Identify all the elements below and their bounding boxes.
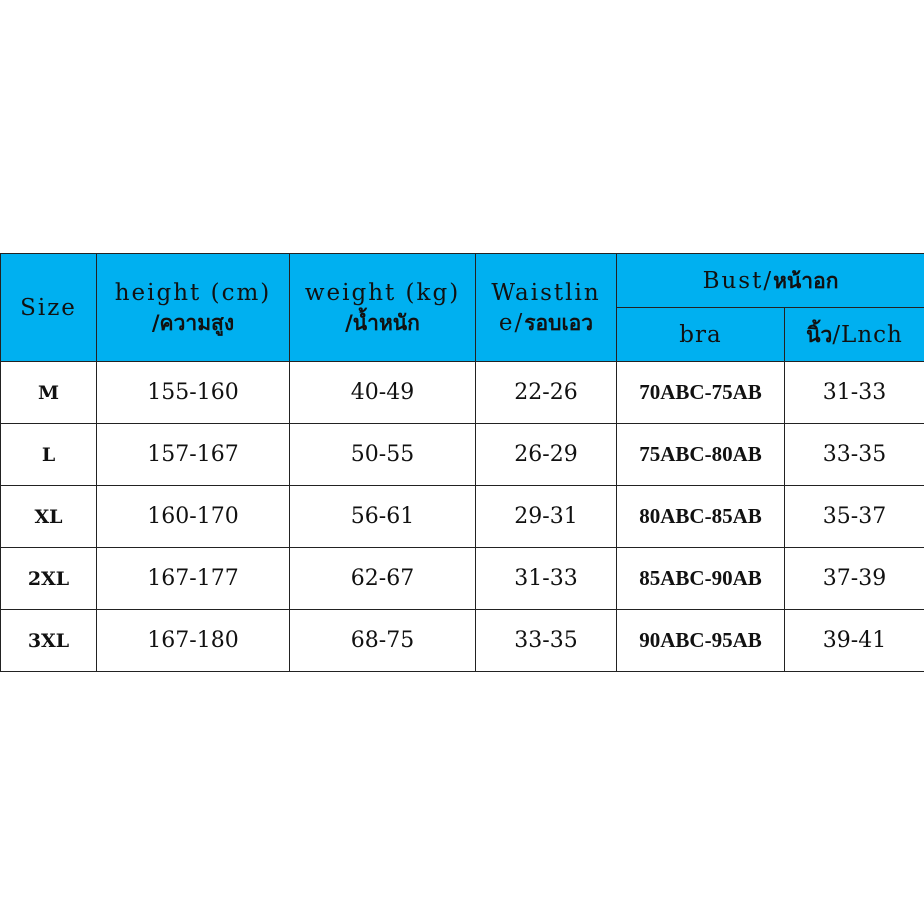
table-row bbox=[1, 610, 924, 672]
bra-cell: 70ABC-75AB bbox=[617, 362, 785, 424]
header-height bbox=[97, 254, 290, 362]
header-waist-th: รอบเอว bbox=[524, 310, 594, 335]
height-cell: 155-160 bbox=[97, 362, 290, 424]
header-inch-en: /Lnch bbox=[832, 321, 903, 348]
inch-cell: 39-41 bbox=[785, 610, 924, 672]
header-weight bbox=[290, 254, 476, 362]
inch-cell: 33-35 bbox=[785, 424, 924, 486]
header-height-th: /ความสูง bbox=[151, 310, 235, 335]
weight-cell: 50-55 bbox=[290, 424, 476, 486]
table-row bbox=[1, 486, 924, 548]
header-bra bbox=[617, 308, 785, 362]
header-row-1 bbox=[1, 254, 924, 308]
size-cell: 2XL bbox=[1, 548, 97, 610]
header-inch bbox=[785, 308, 924, 362]
header-inch-th: นิ้ว bbox=[806, 322, 833, 347]
size-chart-table bbox=[0, 253, 924, 672]
header-waist-en-tail: e/ bbox=[498, 309, 525, 336]
header-waist-en: Waistlin bbox=[491, 279, 601, 306]
table-row bbox=[1, 424, 924, 486]
waist-cell: 29-31 bbox=[476, 486, 617, 548]
waist-cell: 26-29 bbox=[476, 424, 617, 486]
header-size-label: Size bbox=[20, 294, 77, 321]
header-bust-th: หน้าอก bbox=[773, 268, 839, 293]
header-size bbox=[1, 254, 97, 362]
bra-cell: 90ABC-95AB bbox=[617, 610, 785, 672]
inch-cell: 31-33 bbox=[785, 362, 924, 424]
inch-cell: 37-39 bbox=[785, 548, 924, 610]
height-cell: 167-177 bbox=[97, 548, 290, 610]
height-cell: 160-170 bbox=[97, 486, 290, 548]
waist-cell: 22-26 bbox=[476, 362, 617, 424]
size-cell: XL bbox=[1, 486, 97, 548]
header-height-en: height (cm) bbox=[114, 279, 272, 306]
bra-cell: 75ABC-80AB bbox=[617, 424, 785, 486]
weight-cell: 40-49 bbox=[290, 362, 476, 424]
size-cell: M bbox=[1, 362, 97, 424]
size-cell: L bbox=[1, 424, 97, 486]
header-weight-en: weight (kg) bbox=[304, 279, 461, 306]
waist-cell: 33-35 bbox=[476, 610, 617, 672]
weight-cell: 56-61 bbox=[290, 486, 476, 548]
waist-cell: 31-33 bbox=[476, 548, 617, 610]
height-cell: 167-180 bbox=[97, 610, 290, 672]
header-bust-en: Bust/ bbox=[702, 267, 774, 294]
table-row bbox=[1, 548, 924, 610]
bra-cell: 85ABC-90AB bbox=[617, 548, 785, 610]
header-waist bbox=[476, 254, 617, 362]
weight-cell: 62-67 bbox=[290, 548, 476, 610]
header-bra-label: bra bbox=[679, 321, 722, 348]
size-cell: 3XL bbox=[1, 610, 97, 672]
height-cell: 157-167 bbox=[97, 424, 290, 486]
bra-cell: 80ABC-85AB bbox=[617, 486, 785, 548]
header-weight-th: /น้ำหนัก bbox=[345, 310, 420, 335]
header-waist-line2 bbox=[476, 308, 616, 338]
table-row bbox=[1, 362, 924, 424]
weight-cell: 68-75 bbox=[290, 610, 476, 672]
header-bust bbox=[617, 254, 924, 308]
inch-cell: 35-37 bbox=[785, 486, 924, 548]
